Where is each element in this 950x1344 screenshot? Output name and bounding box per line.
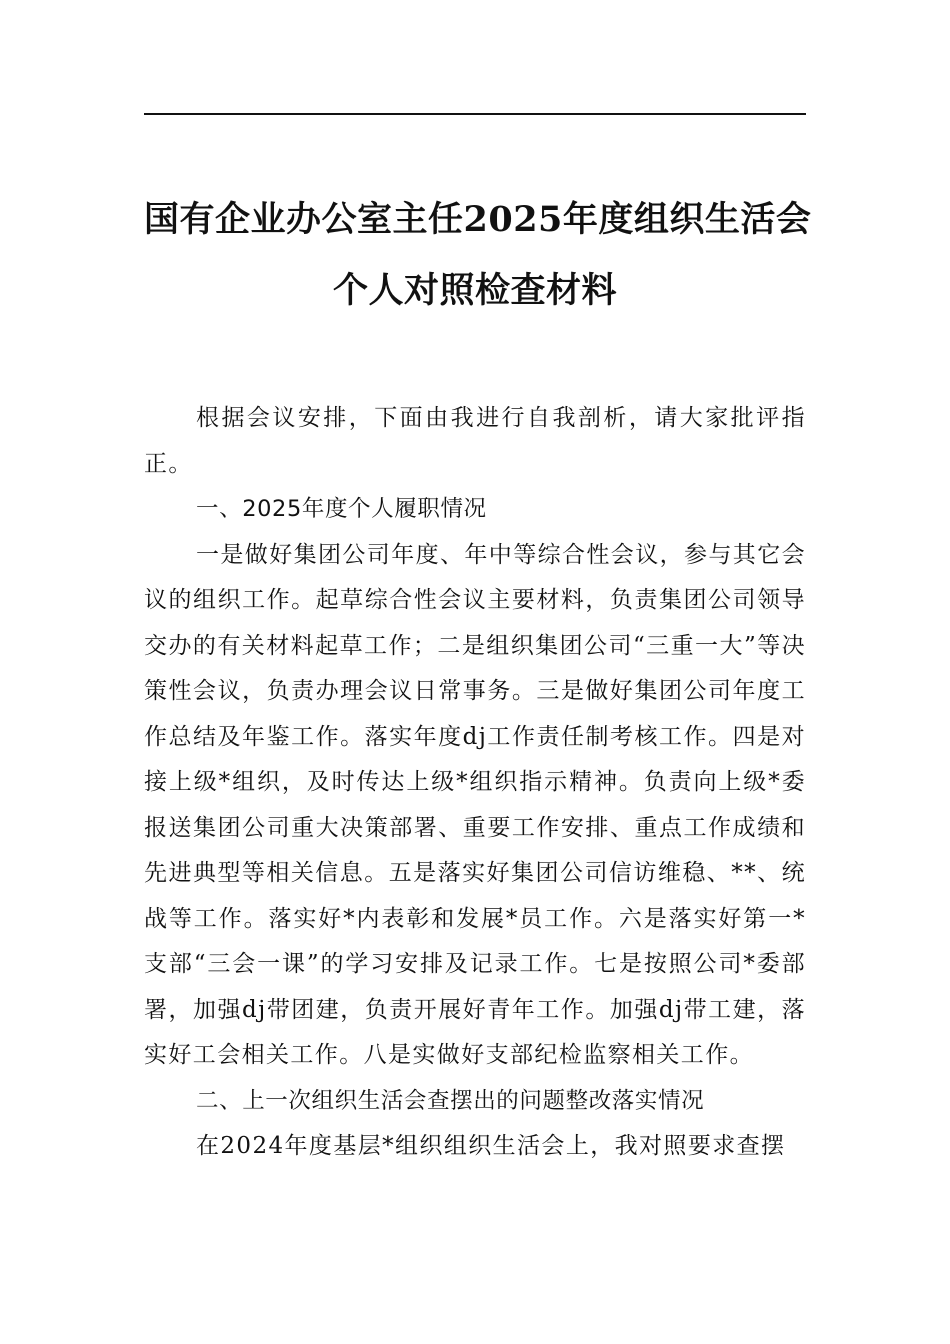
section-2-paragraph: 在2024年度基层*组织组织生活会上，我对照要求查摆 bbox=[196, 1133, 786, 1159]
document-title-line-1: 国有企业办公室主任2025年度组织生活会 bbox=[144, 199, 812, 240]
section-1-paragraph: 一是做好集团公司年度、年中等综合性会议，参与其它会议的组织工作。起草综合性会议主要材料，负责集团公司领导交办的有关材料起草工作；二是组织集团公司“三重一大”等决策性会议，负责办理会议日常事务。三是做好集团公司年度工作总结及年鉴工作。落实年度dj工作责任制考核工作。四是对接上级*组织，及时传达上级*组织指示精神。负责向上级*委报送集团公司重大决策部署、重要工作安排、重点工作成绩和先进典型等相关信息。五是落实好集团公司信访维稳、**、统战等工作。落实好*内表彰和发展*员工作。六是落实好第一*支部“三会一课”的学习安排及记录工作。七是按照公司*委部署，加强dj带团建，负责开展好青年工作。加强dj带工建，落实好工会相关工作。八是实做好支部纪检监察相关工作。 bbox=[144, 541, 806, 1068]
document-title-line-2: 个人对照检查材料 bbox=[332, 270, 617, 311]
header-rule bbox=[144, 113, 806, 115]
section-1-heading: 一、2025年度个人履职情况 bbox=[196, 496, 487, 522]
section-2-heading: 二、上一次组织生活会查摆出的问题整改落实情况 bbox=[196, 1087, 705, 1114]
intro-paragraph: 根据会议安排，下面由我进行自我剖析，请大家批评指正。 bbox=[144, 405, 806, 477]
document-body bbox=[144, 396, 806, 1170]
